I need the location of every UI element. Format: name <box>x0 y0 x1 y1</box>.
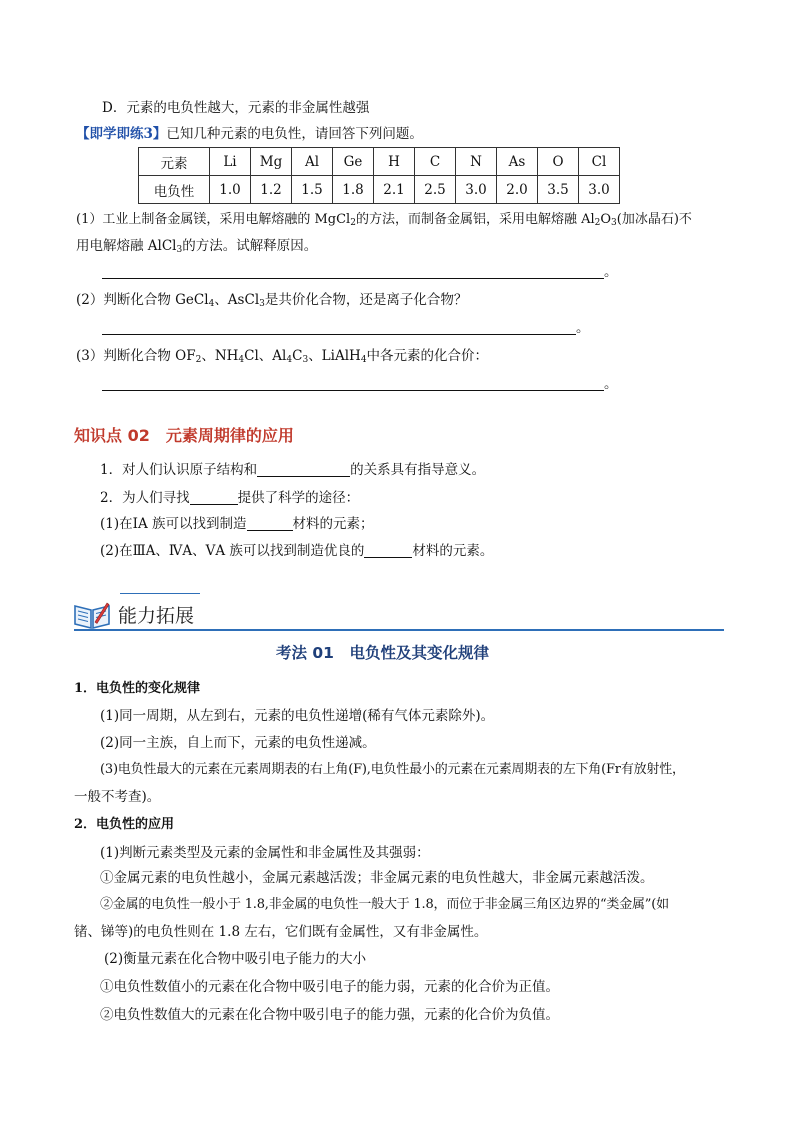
exercise-intro <box>76 122 423 142</box>
q3-sub: 3 <box>302 355 309 365</box>
electronegativity-table <box>138 147 620 204</box>
kp-blank[interactable] <box>364 543 412 558</box>
q2-text-c: 是共价化合物，还是离子化合物？ <box>264 292 468 308</box>
table-cell: 1.2 <box>251 176 292 204</box>
table-cell: Ge <box>333 148 374 176</box>
q3-text-e: 中各元素的化合价： <box>366 348 489 364</box>
question-1-line-1 <box>76 208 692 227</box>
q1-sub: 3 <box>611 218 617 228</box>
table-cell: O <box>538 148 579 176</box>
q3-text-b: 、NH <box>201 348 239 364</box>
q2-sub: 4 <box>208 299 215 309</box>
exercise-intro-text: 已知几种元素的电负性，请回答下列问题。 <box>166 126 423 142</box>
method-paragraph: (3)电负性最大的元素在元素周期表的右上角(F),电负性最小的元素在元素周期表的左下角(Fr有放射性， <box>100 762 685 777</box>
kp-line1-text-a: 1．对人们认识原子结构和 <box>100 462 258 478</box>
q1-line2-text-a: 用电解熔融 AlCl <box>76 238 177 254</box>
band-title: 能力拓展 <box>118 605 195 627</box>
q1-sub: 2 <box>350 218 356 228</box>
q2-text-b: 、AsCl <box>214 292 260 308</box>
table-cell: 2.1 <box>374 176 415 204</box>
method-paragraph: ①电负性数值小的元素在化合物中吸引电子的能力弱，元素的化合价为正值。 <box>100 979 559 995</box>
table-cell: Al <box>292 148 333 176</box>
q1-sub: 3 <box>176 245 183 255</box>
table-cell: 2.0 <box>497 176 538 204</box>
table-cell: 1.8 <box>333 176 374 204</box>
q1-sub: 2 <box>594 218 601 228</box>
q1-text-c: (加冰晶石)不 <box>616 212 692 227</box>
answer-blank[interactable] <box>102 320 576 335</box>
knowledge-point-title: 知识点 02 元素周期律的应用 <box>74 426 294 445</box>
table-header-value: 电负性 <box>139 176 210 204</box>
method-paragraph: (1)同一周期，从左到右，元素的电负性递增(稀有气体元素除外)。 <box>100 708 495 724</box>
kp-line1-text-b: 的关系具有指导意义。 <box>350 462 486 478</box>
kp-blank[interactable] <box>247 516 293 531</box>
table-cell: 3.0 <box>579 176 620 204</box>
kp-blank[interactable] <box>190 490 238 505</box>
period: 。 <box>604 376 618 392</box>
method-heading-2: 2．电负性的应用 <box>74 817 175 832</box>
kp-line-3 <box>100 512 374 532</box>
band-top-rule <box>120 593 200 594</box>
answer-line-2[interactable] <box>102 316 590 336</box>
method-paragraph: 锗、锑等)的电负性则在 1.8 左右，它们既有金属性，又有非金属性。 <box>74 924 488 940</box>
question-2 <box>76 288 467 308</box>
q2-sub: 3 <box>259 299 265 309</box>
q3-text-d: 、LiAlH <box>308 348 361 364</box>
method-paragraph: (2)衡量元素在化合物中吸引电子能力的大小 <box>104 951 367 967</box>
q3-text-c: Cl、Al <box>244 348 287 364</box>
option-d: D．元素的电负性越大，元素的非金属性越强 <box>102 100 370 116</box>
q1-line2-text-b: 的方法。试解释原因。 <box>182 238 318 254</box>
table-cell: C <box>415 148 456 176</box>
answer-line-3[interactable] <box>102 372 618 392</box>
band-underline <box>74 629 724 631</box>
answer-line-1[interactable] <box>102 260 618 280</box>
kp-blank[interactable] <box>257 462 350 477</box>
table-cell: 2.5 <box>415 176 456 204</box>
q3-sub: 4 <box>360 355 367 365</box>
kp-line-2 <box>100 486 359 506</box>
method-paragraph: ②金属的电负性一般小于 1.8,非金属的电负性一般大于 1.8，而位于非金属三角区边界的“类金属”(如 <box>100 897 669 912</box>
table-cell: As <box>497 148 538 176</box>
kp-line4-text-a: (2)在ⅢA、ⅣA、ⅤA 族可以找到制造优良的 <box>100 543 365 559</box>
table-row-elements <box>139 148 620 176</box>
q3-sub: 2 <box>195 355 202 365</box>
table-header-element: 元素 <box>139 148 210 176</box>
kp-line4-text-b: 材料的元素。 <box>412 543 494 559</box>
q3-text-mid: C <box>292 348 303 364</box>
table-cell: 3.0 <box>456 176 497 204</box>
table-cell: H <box>374 148 415 176</box>
q3-text-a: (3）判断化合物 OF <box>76 348 196 364</box>
method-paragraph: 一般不考查)。 <box>74 789 161 805</box>
exercise-lead: 【即学即练3】 <box>76 126 167 142</box>
method-heading-1: 1．电负性的变化规律 <box>74 681 201 696</box>
table-cell: 1.0 <box>210 176 251 204</box>
q1-text-a: (1）工业上制备金属镁，采用电解熔融的 MgCl <box>76 212 351 227</box>
table-cell: 3.5 <box>538 176 579 204</box>
table-cell: 1.5 <box>292 176 333 204</box>
q3-sub: 4 <box>238 355 245 365</box>
q3-sub: 4 <box>286 355 293 365</box>
method-paragraph: (1)判断元素类型及元素的金属性和非金属性及其强弱： <box>100 845 430 861</box>
kp-line2-text-a: 2．为人们寻找 <box>100 490 190 506</box>
q1-text-b: 的方法，而制备金属铝，采用电解熔融 Al <box>355 212 595 227</box>
kp-line-4 <box>100 539 493 559</box>
q2-text-a: (2）判断化合物 GeCl <box>76 292 209 308</box>
method-paragraph: (2)同一主族，自上而下，元素的电负性递减。 <box>100 735 376 751</box>
answer-blank[interactable] <box>102 376 604 391</box>
kp-line-1 <box>100 458 485 478</box>
table-cell: Li <box>210 148 251 176</box>
kp-line3-text-a: (1)在ⅠA 族可以找到制造 <box>100 516 247 532</box>
question-1-line-2 <box>76 234 317 254</box>
method-title: 考法 01 电负性及其变化规律 <box>276 644 489 662</box>
table-cell: Mg <box>251 148 292 176</box>
method-paragraph: ②电负性数值大的元素在化合物中吸引电子的能力强，元素的化合价为负值。 <box>100 1007 559 1023</box>
period: 。 <box>604 264 618 280</box>
kp-line3-text-b: 材料的元素； <box>292 516 374 532</box>
question-3 <box>76 344 488 364</box>
table-cell: N <box>456 148 497 176</box>
q1-text-mid: O <box>600 212 612 227</box>
table-row-values <box>139 176 620 204</box>
kp-line2-text-b: 提供了科学的途径： <box>237 490 360 506</box>
method-paragraph: ①金属元素的电负性越小，金属元素越活泼；非金属元素的电负性越大，非金属元素越活泼。 <box>100 870 654 886</box>
table-cell: Cl <box>579 148 620 176</box>
answer-blank[interactable] <box>102 264 604 279</box>
period: 。 <box>576 320 590 336</box>
